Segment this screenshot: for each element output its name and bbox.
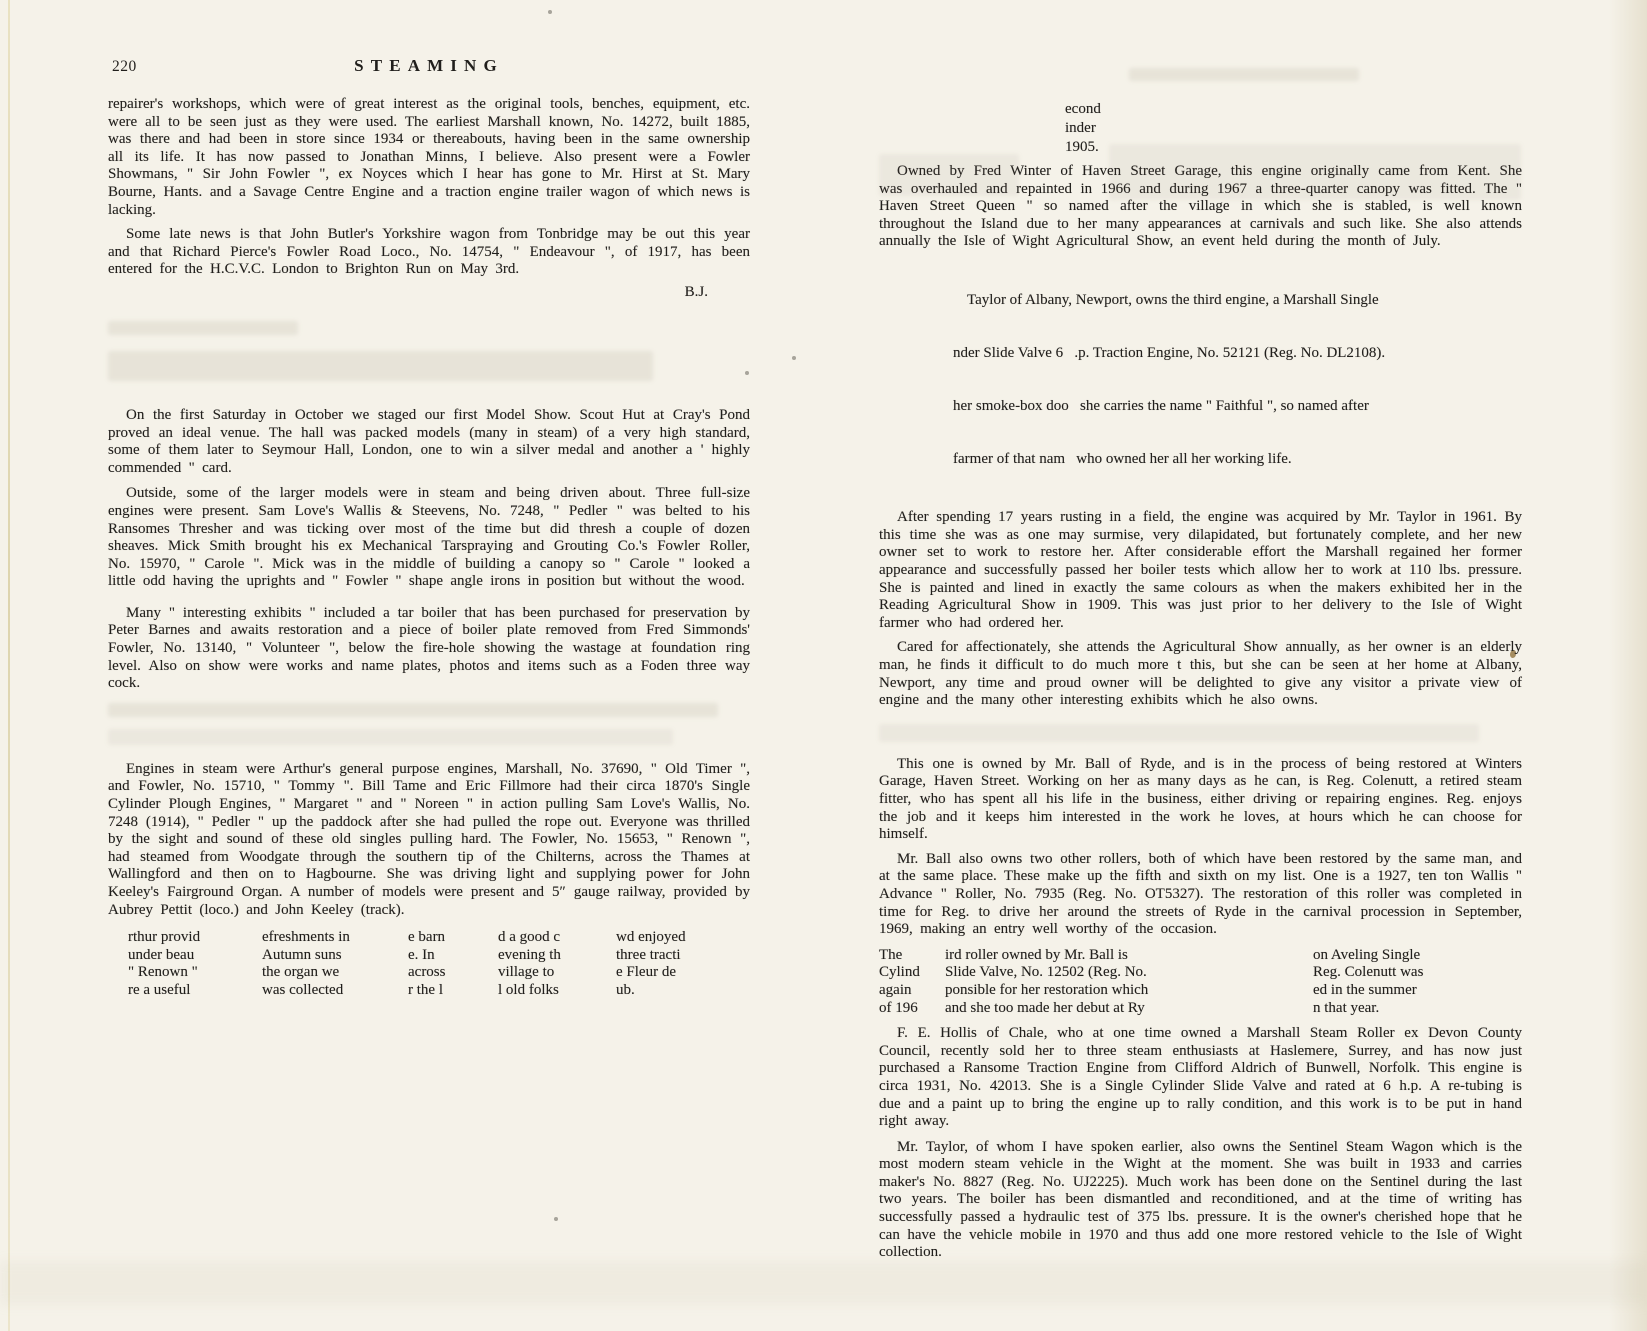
fragment-paragraph-third-roller: [879, 947, 1522, 1017]
fragment-cell: e Fleur de: [616, 964, 676, 981]
fragment-cell: n that year.: [1313, 999, 1380, 1016]
byline: B.J.: [684, 283, 708, 300]
fragment-line: farmer of that nam who owned her all her working life.: [953, 450, 1292, 467]
fragment-cell: and she too made her debut at Ry: [945, 999, 1145, 1016]
fragment-cell: on Aveling Single: [1313, 946, 1421, 963]
faded-print-smudge: [108, 321, 298, 335]
page-number: 220: [112, 58, 137, 75]
page-header: [108, 56, 750, 80]
paragraph-mr-ball: This one is owned by Mr. Ball of Ryde, and is in the process of being restored at Winters Garage, Haven Street. Working on her as many days as he can, is Reg. Colenutt, a retired steam fitter, who has spent all his life in the business, either driving or repairing engines. Reg. enjoys the job and it keeps him interested in the work he loves, at hours which he can choose for himself.: [879, 755, 1522, 843]
paragraph-model-show: On the first Saturday in October we staged our first Model Show. Scout Hut at Cray's Pond proved an ideal venue. The hall was packed models (many in steam) of a very high standard, some of them later to Seymour Hall, London, one to win a silver medal and another a ' highly commended " card.: [108, 406, 750, 476]
fragment-cell: Autumn suns: [262, 946, 342, 963]
fragment-cell: the organ we: [262, 964, 340, 981]
fragment-cell: Reg. Colenutt was: [1313, 964, 1424, 981]
fragment-cell: across: [408, 964, 446, 981]
page-right: [879, 56, 1522, 1262]
fragment-cell: efreshments in: [262, 929, 350, 946]
paragraph-rusting-restoration: After spending 17 years rusting in a field, the engine was acquired by Mr. Taylor in 1961. By this time she was as one may surmise, very dilapidated, but fortunately complete, and her new owner set to work to restore her. After considerable effort the Marshall regained her former appearance and successfully passed her boiler tests which allow her to work at 110 lbs. pressure. She is painted and lined in exactly the same colours as when the makers exhibited her in the Reading Agricultural Show in 1909. This was just prior to her delivery to the Isle of Wight farmer who had ordered her.: [879, 509, 1522, 631]
page-bottom-shading: [0, 1262, 1647, 1304]
fragment-cell: village to: [498, 964, 555, 981]
fragment-cell: e. In: [408, 946, 435, 963]
fragment-heading: [879, 100, 1522, 157]
faded-print-smudge: [879, 724, 1479, 742]
fragment-cell: re a useful: [128, 981, 191, 998]
page-left: [108, 56, 750, 1000]
paragraph-hollis-of-chale: F. E. Hollis of Chale, who at one time owned a Marshall Steam Roller ex Devon County Council, recently sold her to three steam enthusiasts at Haslemere, Surrey, and has now just purchased a Ransome Traction Engine from Clifford Aldrich of Bunwell, Norfolk. This engine is circa 1931, No. 42013. She is a Single Cylinder Slide Valve and rated at 6 h.p. A re-tubing is due and a paint up to bring the engine up to rally condition, and this work is to be put in hand right away.: [879, 1025, 1522, 1130]
paragraph-workshops: repairer's workshops, which were of great interest as the original tools, benches, equipment, etc. were all to be seen just as they were used. The earliest Marshall known, No. 14272, built 1885, was there and had been in store since 1934 or thereabouts, having been in the same ownership all its life. It has now passed to Jonathan Minns, I believe. Also present were a Fowler Showmans, " Sir John Fowler ", ex Noyces which I hear has gone to Mr. Hirst at St. Mary Bourne, Hants. and a Savage Centre Engine and a traction engine trailer wagon of which news is lacking.: [108, 96, 750, 218]
fragment-line: Taylor of Albany, Newport, owns the third engine, a Marshall Single: [967, 292, 1379, 309]
paragraph-cared-for: Cared for affectionately, she attends the Agricultural Show annually, as her owner is an elderly man, he finds it difficult to do much more t this, but she can be seen at her home at Albany, Newport, any time and proud owner will be delighted to give any visitor a private view of engine and the many other interesting exhibits which he also owns.: [879, 639, 1522, 709]
fragment-paragraph-taylor: [879, 257, 1522, 503]
fragment-cell: under beau: [128, 946, 195, 963]
fragment-cell: again: [879, 981, 912, 998]
paper-speck: [548, 10, 552, 14]
page-edge-shading: [1609, 0, 1647, 1331]
fragment-cell: d a good c: [498, 929, 561, 946]
faded-print-smudge: [108, 703, 718, 717]
paragraph-outside-models: Outside, some of the larger models were in steam and being driven about. Three full-size engines were present. Sam Love's Wallis & Steevens, No. 7248, " Pedler " was belted to his Ransomes Thresher and was ticking over most of the time but did thresh a couple of dozen sheaves. Mick Smith brought his ex Mechanical Tarspraying and Grouting Co.'s Fowler Roller, No. 15970, " Carole ". Mick was in the middle of building a canopy so " Carole " looked a little odd having the uprights and " Fowler " shape angle irons in position but without the wood.: [108, 485, 750, 590]
paragraph-haven-street-queen: Owned by Fred Winter of Haven Street Garage, this engine originally came from Kent. She was overhauled and repainted in 1966 and during 1967 a three-quarter canopy was fitted. The " Haven Street Queen " so named after the village in which she is stabled, is well known throughout the Island due to her many appearances at carnivals and such like. She also attends annually the Isle of Wight Agricultural Show, an event held during the month of July.: [879, 163, 1522, 250]
faded-print-smudge: [879, 154, 1019, 196]
fragment-cell: was collected: [262, 981, 344, 998]
fragment-line: her smoke-box doo she carries the name " Faithful ", so named after: [953, 397, 1369, 414]
fragment-cell: ponsible for her restoration which: [945, 981, 1149, 998]
faded-print-smudge: [1129, 68, 1359, 81]
fragment-cell: The: [879, 946, 903, 963]
paragraph-interesting-exhibits: Many " interesting exhibits " included a tar boiler that has been purchased for preservation by Peter Barnes and awaits restoration and a piece of boiler plate removed from Fred Simmonds' Fowler, No. 13140, " Volunteer ", below the fire-hole showing the wastage at foundation ring level. Also on show were works and name plates, photos and items such as a Foden three way cock.: [108, 604, 750, 692]
fragment-cell: Cylind: [879, 964, 920, 981]
paragraph-sentinel-wagon: Mr. Taylor, of whom I have spoken earlier, also owns the Sentinel Steam Wagon which is the most modern steam vehicle in the Wight at the moment. She was built in 1933 and carries maker's No. 8827 (Reg. No. UJ2225). Much work has been done on the Sentinel during the last two years. The boiler has been dismantled and reconditioned, and at the time of writing has successfully passed a hydraulic test of 375 lbs. pressure. It is the owner's cherished hope that he can have the vehicle mobile in 1970 and thus add one more restored vehicle to the Isle of Wight collection.: [879, 1138, 1522, 1261]
fragment-heading-line: inder: [1065, 120, 1096, 136]
paper-speck: [792, 356, 796, 360]
running-title: STEAMING: [354, 56, 504, 75]
fragment-cell: Slide Valve, No. 12502 (Reg. No.: [945, 964, 1147, 981]
fragment-columns: [108, 929, 750, 999]
fragment-cell: ed in the summer: [1313, 981, 1417, 998]
paragraph-two-other-rollers: Mr. Ball also owns two other rollers, both of which have been restored by the same man, and at the same place. These make up the fifth and sixth on my list. One is a 1927, ten ton Wallis " Advance " Roller, No. 7935 (Reg. No. OT5327). The restoration of this roller was completed in time for Reg. to drive her around the streets of Ryde in the carnival procession in September, 1969, making an entry well worthy of the occasion.: [879, 850, 1522, 938]
fragment-cell: evening th: [498, 946, 561, 963]
binding-line: [8, 0, 10, 1331]
fragment-line: nder Slide Valve 6 .p. Traction Engine, No. 52121 (Reg. No. DL2108).: [953, 344, 1386, 361]
fragment-cell: l old folks: [498, 981, 559, 998]
faded-print-smudge: [108, 729, 673, 745]
fragment-cell: rthur provid: [128, 929, 201, 946]
fragment-cell: three tracti: [616, 946, 681, 963]
fragment-cell: ub.: [616, 981, 635, 998]
fragment-cell: r the l: [408, 981, 443, 998]
paragraph-engines-in-steam: Engines in steam were Arthur's general purpose engines, Marshall, No. 37690, " Old Timer ", and Fowler, No. 15710, " Tommy ". Bill Tame and Eric Fillmore had their circa 1870's Single Cylinder Plough Engines, " Margaret " and " Noreen " in action pulling Sam Love's Wallis, No. 7248 (1914), " Pedler " up the paddock after she had pulled the rope out. Everyone was thrilled by the sight and sound of these old singles pulling hard. The Fowler, No. 15653, " Renown ", had steamed from Woodgate through the southern tip of the Chilterns, across the Thames at Wallingford and then on to Hagbourne. She was driving light and supplying power for John Keeley's Fairground Organ. A number of models were present and 5″ gauge railway, provided by Aubrey Pettit (loco.) and John Keeley (track).: [108, 760, 750, 918]
paragraph-late-news: Some late news is that John Butler's Yorkshire wagon from Tonbridge may be out this year and that Richard Pierce's Fowler Road Loco., No. 14754, " Endeavour ", of 1917, has been entered for the H.C.V.C. London to Brighton Run on May 3rd.: [108, 226, 750, 278]
fragment-heading-line: econd: [1065, 101, 1101, 117]
faded-print-smudge: [108, 351, 653, 381]
fragment-cell: of 196: [879, 999, 918, 1016]
fragment-cell: " Renown ": [128, 964, 198, 981]
paper-speck: [554, 1217, 558, 1221]
fragment-heading-line: 1905.: [1065, 139, 1099, 155]
fragment-cell: wd enjoyed: [616, 929, 686, 946]
fragment-cell: e barn: [408, 929, 446, 946]
fragment-cell: ird roller owned by Mr. Ball is: [945, 946, 1128, 963]
